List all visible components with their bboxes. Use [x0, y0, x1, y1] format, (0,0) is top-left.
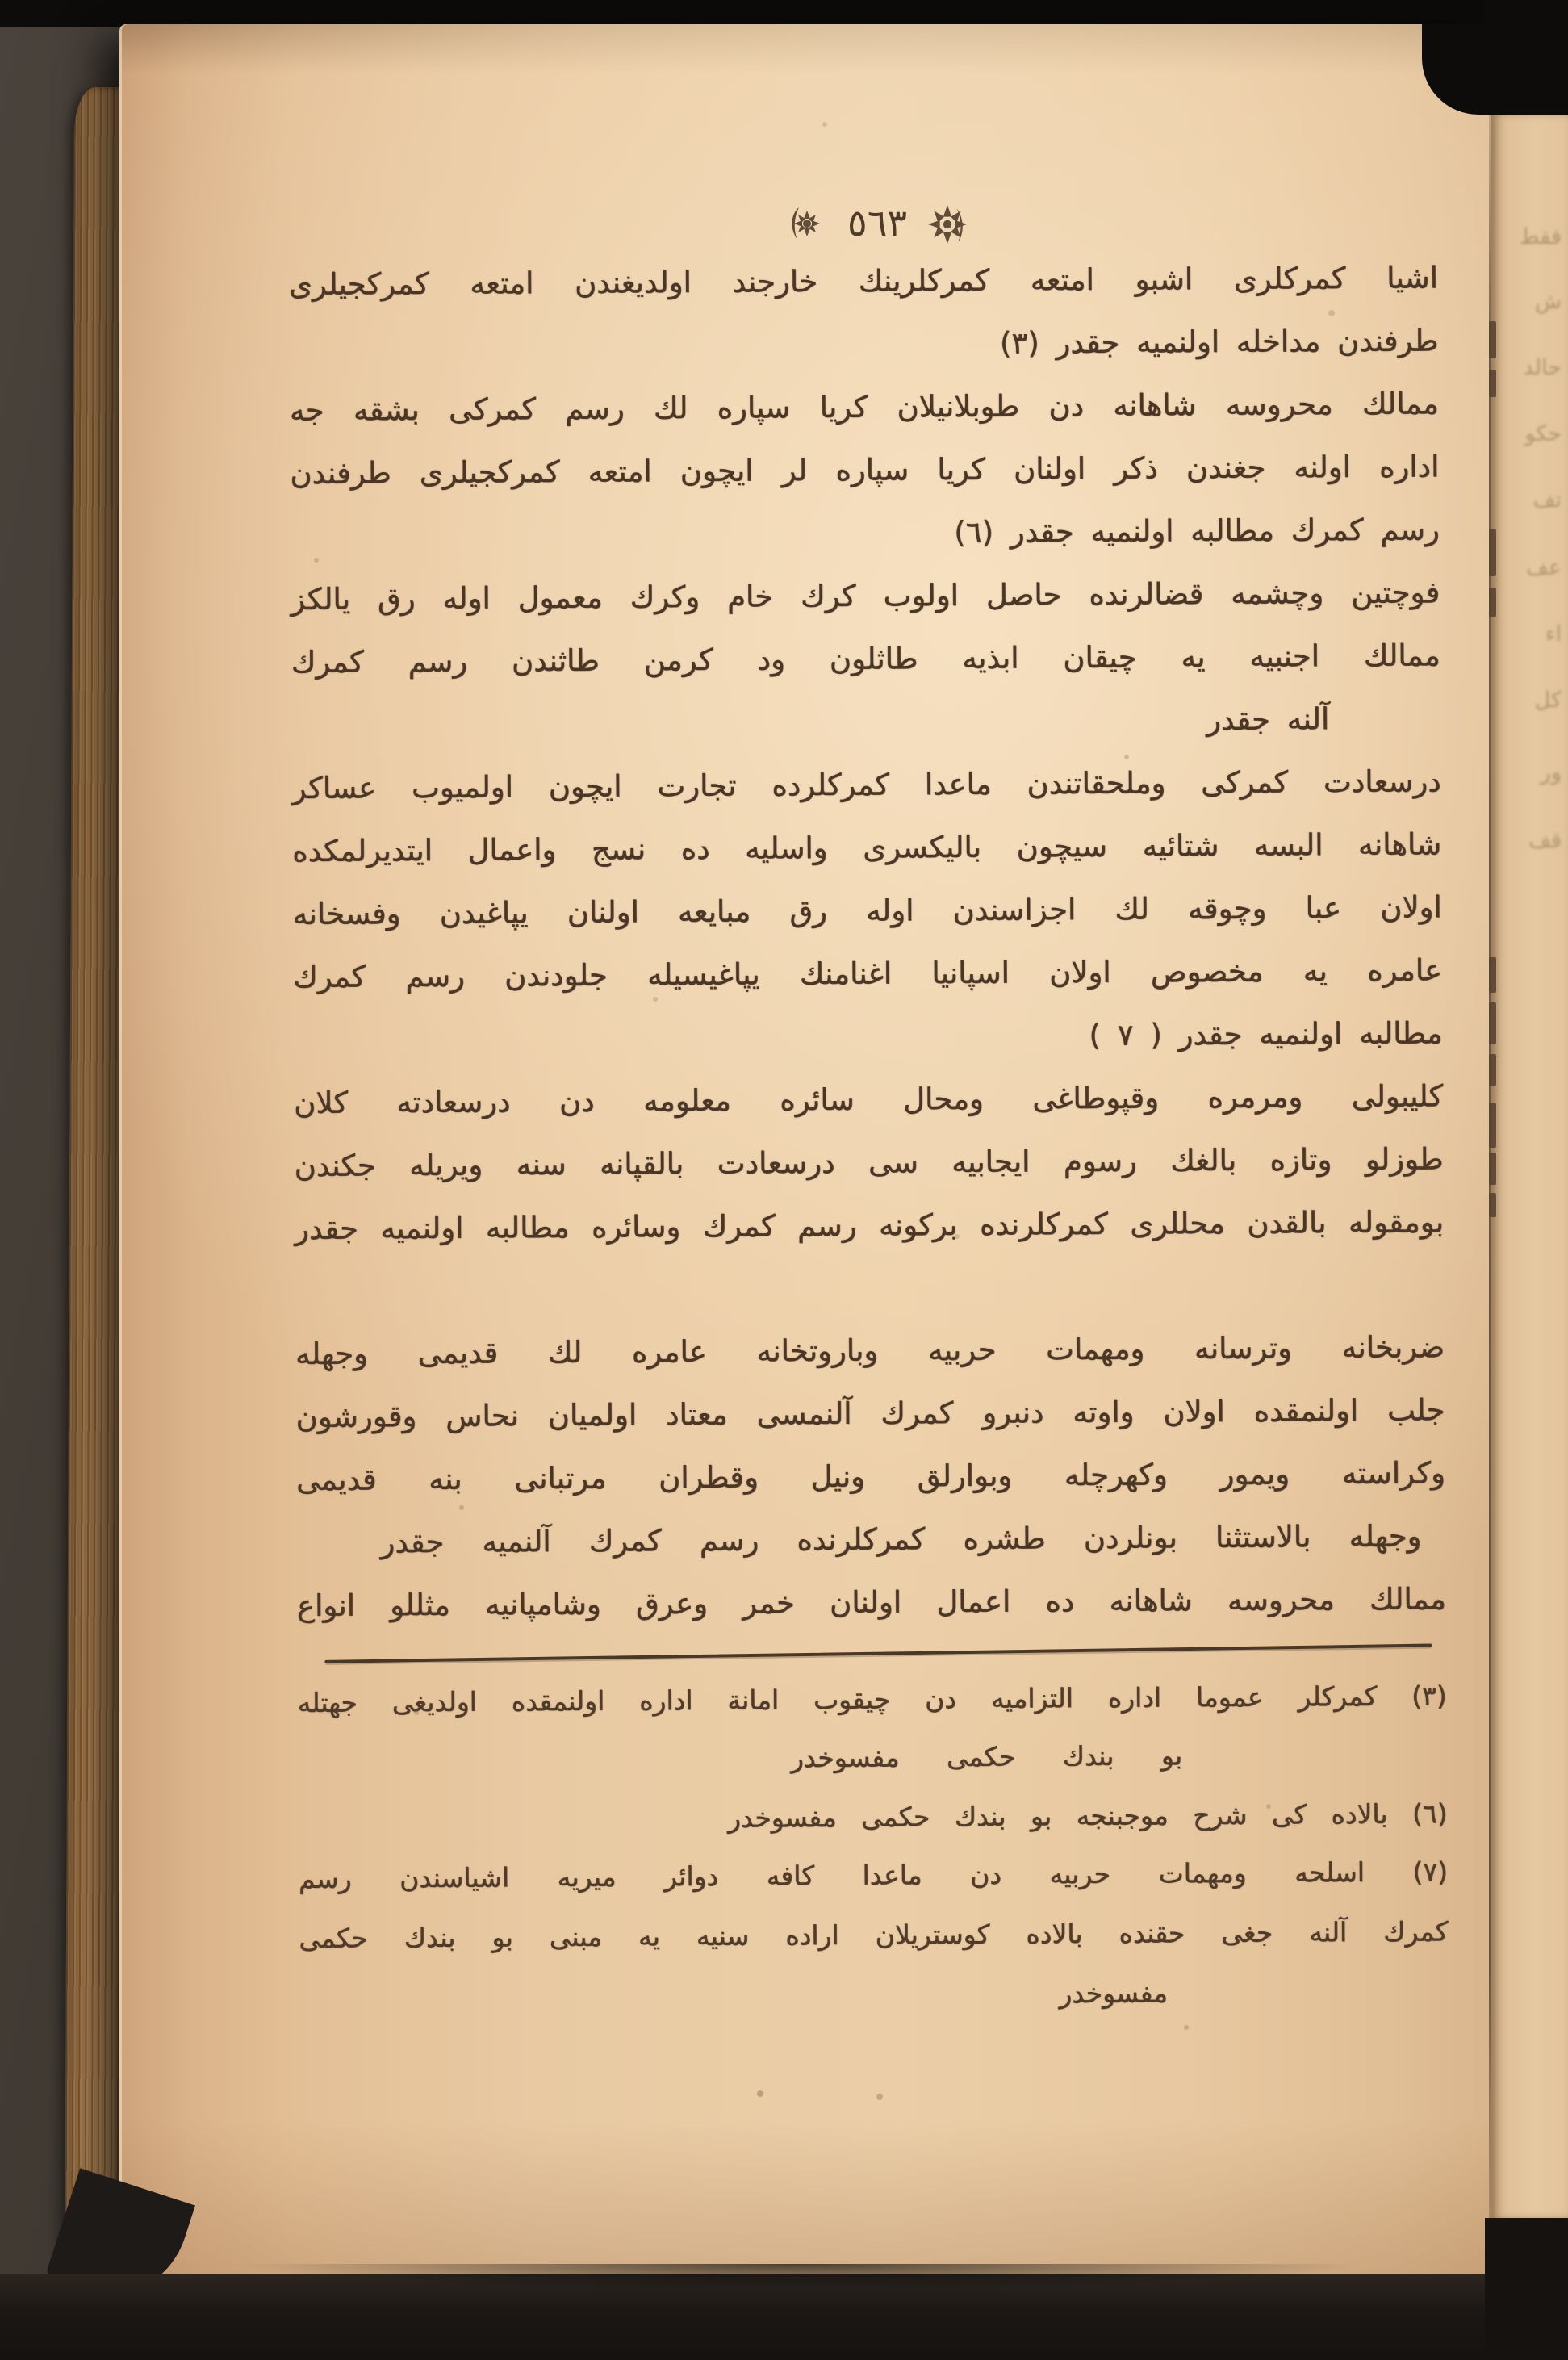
text-line: درسعادت كمركى وملحقاتندن ماعدا كمركلرده تجارت ايچون اولميوب عساكر — [291, 764, 1441, 806]
text-line: بومقوله بالقدن محللرى كمركلرنده بركونه رسم كمرك وسائره مطالبه اولنميه جقدر — [294, 1204, 1445, 1247]
ghost-text: اء — [1545, 621, 1562, 646]
text-line: اشيا كمركلرى اشبو امتعه كمركلرينك خارجند اولديغندن امتعه كمركجيلرى — [288, 260, 1439, 303]
gutter-ink-mark — [1489, 1103, 1496, 1148]
scan-bed-top-right — [1483, 0, 1568, 115]
text-line: وكراسته ويمور وكهرچله وبوارلق ونيل وقطران مرتبانى بنه قديمى — [295, 1455, 1446, 1498]
ghost-text: ور — [1540, 760, 1562, 785]
footnote-line: (٧) اسلحه ومهمات حربيه دن ماعدا كافه دوائر ميريه اشياسندن رسم — [298, 1856, 1449, 1895]
footnote-line: مفسوخدر — [1059, 1977, 1169, 2010]
gutter-ink-mark — [1489, 1153, 1496, 1185]
text-line: جلب اولنمقده اولان واوته دنبرو كمرك آلنمسى معتاد اولميان نحاس وقورشون — [295, 1392, 1445, 1435]
text-line: شاهانه البسه شتائيه سيچون باليكسرى واسليه ده نسج واعمال ايتديرلمكده — [292, 826, 1442, 869]
gutter-ink-mark — [1489, 1054, 1496, 1086]
text-line: ممالك محروسه شاهانه دن طوبلانيلان كريا سپاره لك رسم كمركى بشقه جه — [289, 386, 1440, 429]
gutter-ink-mark — [1489, 957, 1496, 993]
gutter-ink-mark — [1489, 529, 1496, 576]
page-drop-shadow — [97, 2264, 1501, 2329]
footnote-line: (٣) كمركلر عموما اداره التزاميه دن چيقوب امانة اداره اولنمقده اولديغى جهتله — [297, 1680, 1447, 1719]
ghost-text: كل — [1534, 688, 1562, 713]
page-number: ٥٦٣ — [847, 201, 908, 245]
text-line: ضربخانه وترسانه ومهمات حربيه وباروتخانه عامره لك قديمى وجهله — [295, 1329, 1445, 1372]
scan-bed-top-band — [0, 0, 1568, 27]
text-line: اولان عبا وچوقه لك اجزاسندن اوله رق مبايعه اولنان يپاغيدن وفسخانه — [292, 889, 1442, 932]
text-line: وجهله بالاستثنا بونلردن طشره كمركلرنده رسم كمرك آلنميه جقدر — [380, 1518, 1422, 1560]
text-line: عامره يه مخصوص اولان اسپانيا اغنامنك يپاغيسيله جلودندن رسم كمرك — [293, 952, 1443, 995]
ghost-text: حالد — [1523, 355, 1562, 380]
footnote-line: كمرك آلنه جغى حقنده بالاده كوستريلان اراده سنيه يه مبنى بو بندك حكمى — [299, 1915, 1449, 1955]
footnote-line: بو بندك حكمى مفسوخدر — [790, 1739, 1183, 1774]
ghost-text: حكو — [1524, 421, 1562, 446]
footnote-separator-rule — [324, 1644, 1432, 1663]
paper-specks — [119, 24, 123, 27]
text-line: فوچتين وچشمه قضالرنده حاصل اولوب كرك خام وكرك معمول اوله رق يالكز — [291, 575, 1440, 617]
text-line: كليبولى ومرمره وقپوطاغى ومحال سائره معلومه دن درسعادته كلان — [294, 1078, 1444, 1121]
text-line: طرفندن مداخله اولنميه جقدر (٣) — [999, 323, 1439, 361]
gutter-ink-mark — [1489, 1002, 1496, 1044]
ghost-text: عف — [1525, 555, 1562, 580]
ghost-text: ش — [1535, 289, 1562, 314]
ghost-text: فقط — [1519, 224, 1562, 249]
gutter-ink-mark — [1489, 370, 1496, 397]
text-line: اداره اولنه جغندن ذكر اولنان كريا سپاره لر ايچون امتعه كمركجيلرى طرفندن — [290, 449, 1440, 492]
text-line: مطالبه اولنميه جقدر ( ٧ ) — [1089, 1015, 1443, 1053]
ghost-text: تف — [1532, 487, 1562, 513]
book-page — [119, 24, 1491, 2276]
footnote-line: (٦) بالاده كى شرح موجبنجه بو بندك حكمى مفسوخدر — [727, 1797, 1448, 1834]
text-line: رسم كمرك مطالبه اولنميه جقدر (٦) — [954, 512, 1440, 550]
facing-page-sliver — [1491, 113, 1568, 2220]
page-text — [119, 24, 1505, 2284]
gutter-ink-mark — [1489, 1193, 1496, 1217]
ghost-text: قف — [1528, 828, 1562, 853]
text-line: آلنه جقدر — [1206, 701, 1330, 738]
text-line: ممالك اجنبيه يه چيقان ابذيه طاثلون ود كرمن طاثندن رسم كمرك — [291, 638, 1440, 680]
text-line: طوزلو وتازه بالغك رسوم ايجابيه سى درسعادت بالقپانه سنه ويريله جكندن — [294, 1141, 1444, 1184]
gutter-ink-mark — [1489, 321, 1496, 358]
gutter-ink-mark — [1489, 588, 1496, 617]
text-line: ممالك محروسه شاهانه ده اعمال اولنان خمر وعرق وشامپانيه مثللو انواع — [296, 1581, 1447, 1624]
